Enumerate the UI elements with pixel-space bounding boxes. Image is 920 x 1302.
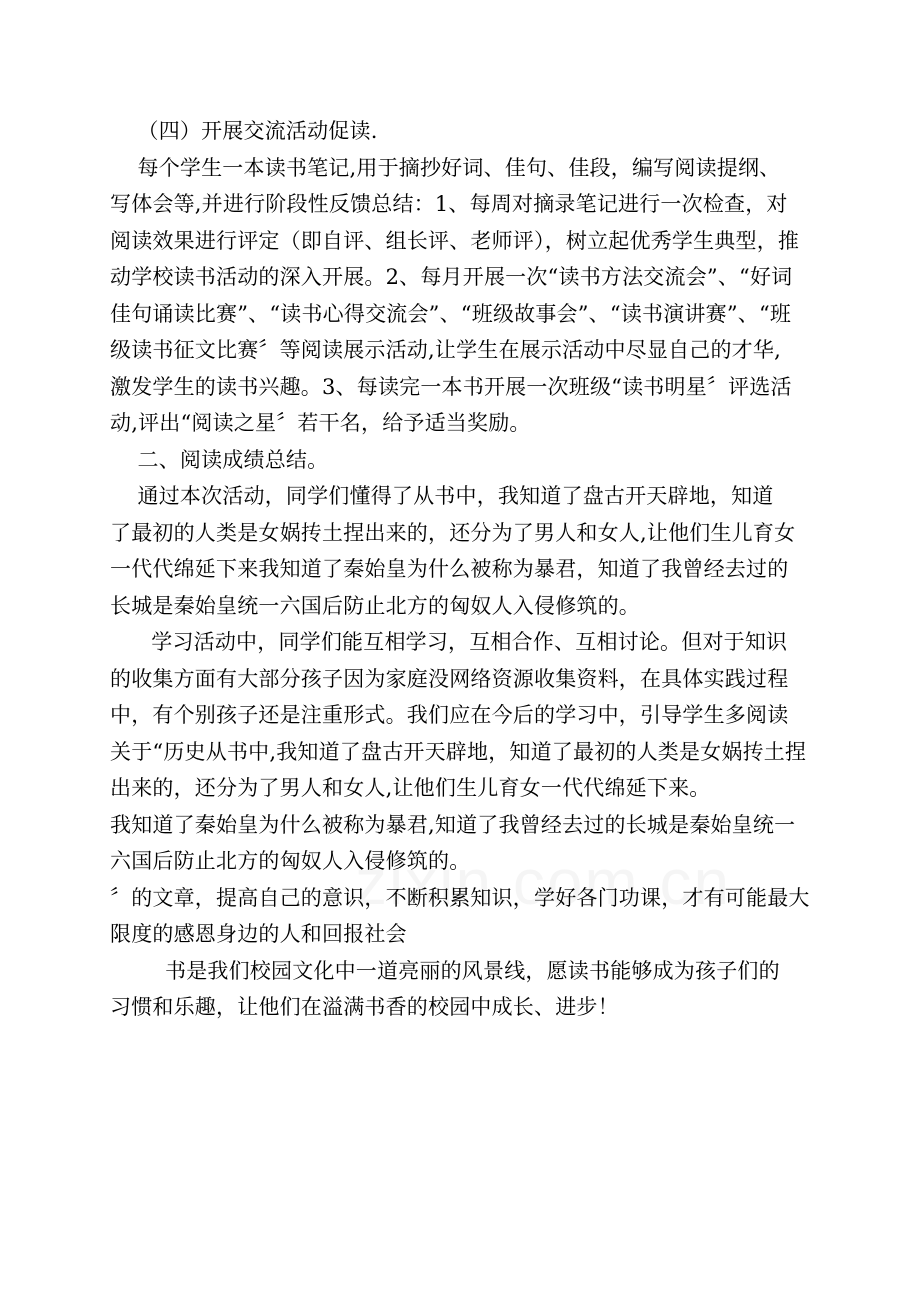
text-line: 激发学生的读书兴趣。3、每读完一本书开展一次班级“读书明星〞评选活 — [110, 374, 792, 399]
text-line: 二、阅读成绩总结。 — [110, 447, 329, 472]
text-line: 我知道了秦始皇为什么被称为暴君,知道了我曾经去过的长城是秦始皇统一 — [110, 812, 796, 837]
text-line: 佳句诵读比赛”、“读书心得交流会”、“班级故事会”、“读书演讲赛”、“班 — [110, 301, 792, 326]
text-line: 一代代绵延下来我知道了秦始皇为什么被称为暴君，知道了我曾经去过的 — [110, 557, 789, 581]
text-line: 每个学生一本读书笔记,用于摘抄好词、佳句、佳段，编写阅读提纲、 — [110, 155, 781, 180]
text-line: 级读书征文比赛〞等阅读展示活动,让学生在展示活动中尽显自己的才华, — [110, 338, 781, 362]
text-line: 书是我们校园文化中一道亮丽的风景线，愿读书能够成为孩子们的 — [110, 958, 780, 983]
text-line: 出来的，还分为了男人和女人,让他们生儿育女一代代绵延下来。 — [110, 776, 711, 800]
text-line: （四）开展交流活动促读. — [110, 119, 378, 143]
text-line: 阅读效果进行评定（即自评、组长评、老师评），树立起优秀学生典型，推 — [110, 228, 800, 253]
text-line: 动,评出“阅读之星〞若干名，给予适当奖励。 — [110, 411, 531, 435]
text-line: 限度的感恩身边的人和回报社会 — [110, 922, 407, 946]
text-line: 的收集方面有大部分孩子因为家庭没网络资源收集资料，在具体实践过程 — [110, 666, 789, 691]
text-line: 学习活动中，同学们能互相学习，互相合作、互相讨论。但对于知识 — [110, 630, 788, 654]
text-line: 通过本次活动，同学们懂得了从书中，我知道了盘古开天辟地，知道 — [110, 484, 774, 508]
text-line: 六国后防止北方的匈奴人入侵修筑的。 — [110, 849, 471, 873]
text-line: 了最初的人类是女娲抟土捏出来的，还分为了男人和女人,让他们生儿育女 — [110, 520, 796, 545]
text-line: 长城是秦始皇统一六国后防止北方的匈奴人入侵修筑的。 — [110, 593, 640, 618]
text-line: 习惯和乐趣，让他们在溢满书香的校园中成长、进步！ — [110, 995, 619, 1019]
text-line: 关于“历史从书中,我知道了盘古开天辟地，知道了最初的人类是女娲抟土捏 — [110, 739, 807, 764]
text-line: 中，有个别孩子还是注重形式。我们应在今后的学习中，引导学生多阅读 — [110, 703, 789, 727]
text-line: 写体会等,并进行阶段性反馈总结：1、每周对摘录笔记进行一次检查，对 — [110, 192, 788, 216]
text-line: 动学校读书活动的深入开展。2、每月开展一次“读书方法交流会”、“好词 — [110, 265, 793, 289]
watermark — [355, 845, 731, 919]
text-line: 〞的文章，提高自己的意识，不断积累知识，学好各门功课，才有可能最大 — [110, 885, 810, 910]
